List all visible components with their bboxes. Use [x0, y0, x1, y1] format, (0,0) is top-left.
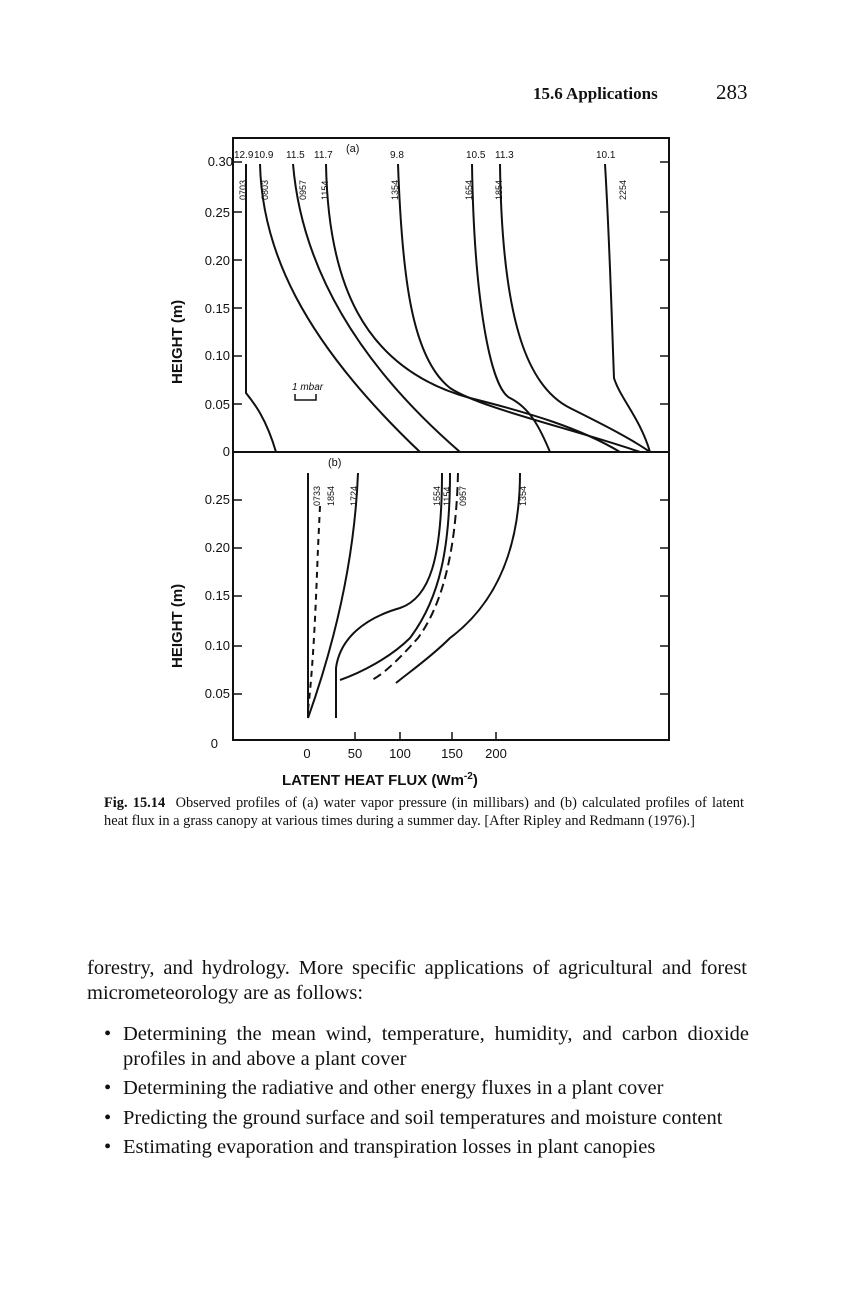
panel-b-xlabel-sup: -2 [463, 771, 473, 782]
list-item: • Determining the radiative and other energy fluxes in a plant cover [104, 1076, 749, 1101]
panel-b-label: (b) [328, 457, 342, 469]
panel-a-time-label: 0703 [238, 179, 248, 200]
figure-15-14 [150, 128, 690, 788]
panel-a-time-label: 1354 [390, 179, 400, 200]
list-item: • Predicting the ground surface and soil temperatures and moisture content [104, 1106, 749, 1131]
panel-a-profile-2254 [605, 164, 650, 452]
panel-b-time-label: 0733 [312, 485, 322, 506]
panel-b-xlabel-end: ) [472, 772, 478, 788]
panel-a-time-label: 1854 [494, 179, 504, 200]
panel-a-profile-0703 [246, 164, 276, 452]
panel-b-ytick: 0.10 [204, 638, 230, 653]
panel-a-top-value: 11.5 [286, 150, 305, 161]
panel-b-xtick-label: 200 [485, 746, 507, 761]
panel-b-time-label: 1854 [326, 485, 336, 506]
panel-b-ylabel: HEIGHT (m) [169, 583, 186, 668]
scale-bar [295, 394, 316, 400]
list-item: • Determining the mean wind, temperature, humidity, and carbon dioxide profiles in and above a plant cover [104, 1022, 749, 1071]
panel-a-time-label: 0803 [260, 179, 270, 200]
panel-a-ytick: 0.20 [204, 253, 230, 268]
figure-caption-text: Observed profiles of (a) water vapor pressure (in millibars) and (b) calculated profiles of latent heat flux in a grass canopy at various times during a summer day. [After Ripley and Redmann (1976).] [104, 795, 744, 829]
panel-b-ytick: 0.05 [204, 686, 230, 701]
panel-b-time-label: 1554 [432, 485, 442, 506]
panel-a-label: (a) [346, 143, 360, 155]
panel-a-profile-0803 [260, 164, 420, 452]
panel-b-xtick-label: 50 [347, 746, 363, 761]
figure-caption-label: Fig. 15.14 [104, 795, 166, 811]
panel-b-ytick: 0.25 [204, 492, 230, 507]
panel-a-top-value: 12.9 [234, 150, 254, 161]
panel-a-profile-1854 [500, 164, 650, 452]
panel-a-ytick: 0.25 [204, 205, 230, 220]
panel-b-ytick: 0.20 [204, 540, 230, 555]
panel-b-xlabel-main: LATENT HEAT FLUX (Wm [282, 772, 464, 788]
panel-a-ytick: 0.05 [204, 397, 230, 412]
panel-b-time-label: 1354 [518, 485, 528, 506]
panel-a-ytick: 0.15 [204, 301, 230, 316]
panel-b-profile-1854 [308, 506, 320, 710]
panel-a-ytick: 0.10 [204, 348, 230, 363]
panel-b-xtick-label: 100 [389, 746, 411, 761]
body-paragraph: forestry, and hydrology. More specific applications of agricultural and forest micrometeorology are as follows: [87, 956, 747, 1004]
panel-a-time-label: 2254 [618, 179, 628, 200]
panel-b-time-label: 0957 [458, 485, 468, 506]
running-head-section: 15.6 Applications [533, 84, 658, 103]
running-head [0, 80, 845, 108]
panel-a-profile-1354 [398, 164, 640, 452]
panel-b-xlabel [282, 771, 478, 788]
panel-a-time-label: 0957 [298, 179, 308, 200]
panel-a-top-value: 9.8 [390, 150, 404, 161]
panel-a-time-label: 1654 [464, 179, 474, 200]
panel-a-top-value: 11.7 [314, 150, 333, 161]
panel-a-top-value: 10.5 [466, 150, 486, 161]
panel-a-top-value: 11.3 [495, 150, 514, 161]
panel-a-top-value: 10.1 [596, 150, 616, 161]
panel-b-time-label: 1154 [442, 486, 452, 506]
panel-a-time-label: 1154 [320, 180, 330, 200]
panel-a-ytick: 0 [222, 444, 230, 459]
list-item: • Estimating evaporation and transpiration losses in plant canopies [104, 1135, 749, 1160]
panel-b-ytick: 0.15 [204, 588, 230, 603]
panel-b-xtick-label: 150 [441, 746, 463, 761]
panel-b-ytick: 0 [210, 736, 218, 751]
panel-a-ylabel: HEIGHT (m) [169, 299, 186, 384]
panel-b-profile-1554 [336, 473, 442, 718]
panel-b-xtick-label: 0 [303, 746, 311, 761]
applications-list [104, 1022, 749, 1165]
panel-a-ytick: 0.30 [207, 154, 233, 169]
scale-label: 1 mbar [292, 382, 324, 393]
panel-a-top-value: 10.9 [254, 150, 274, 161]
figure-caption [104, 794, 744, 830]
panel-b-time-label: 1724 [349, 485, 359, 506]
page-number: 283 [716, 80, 748, 104]
